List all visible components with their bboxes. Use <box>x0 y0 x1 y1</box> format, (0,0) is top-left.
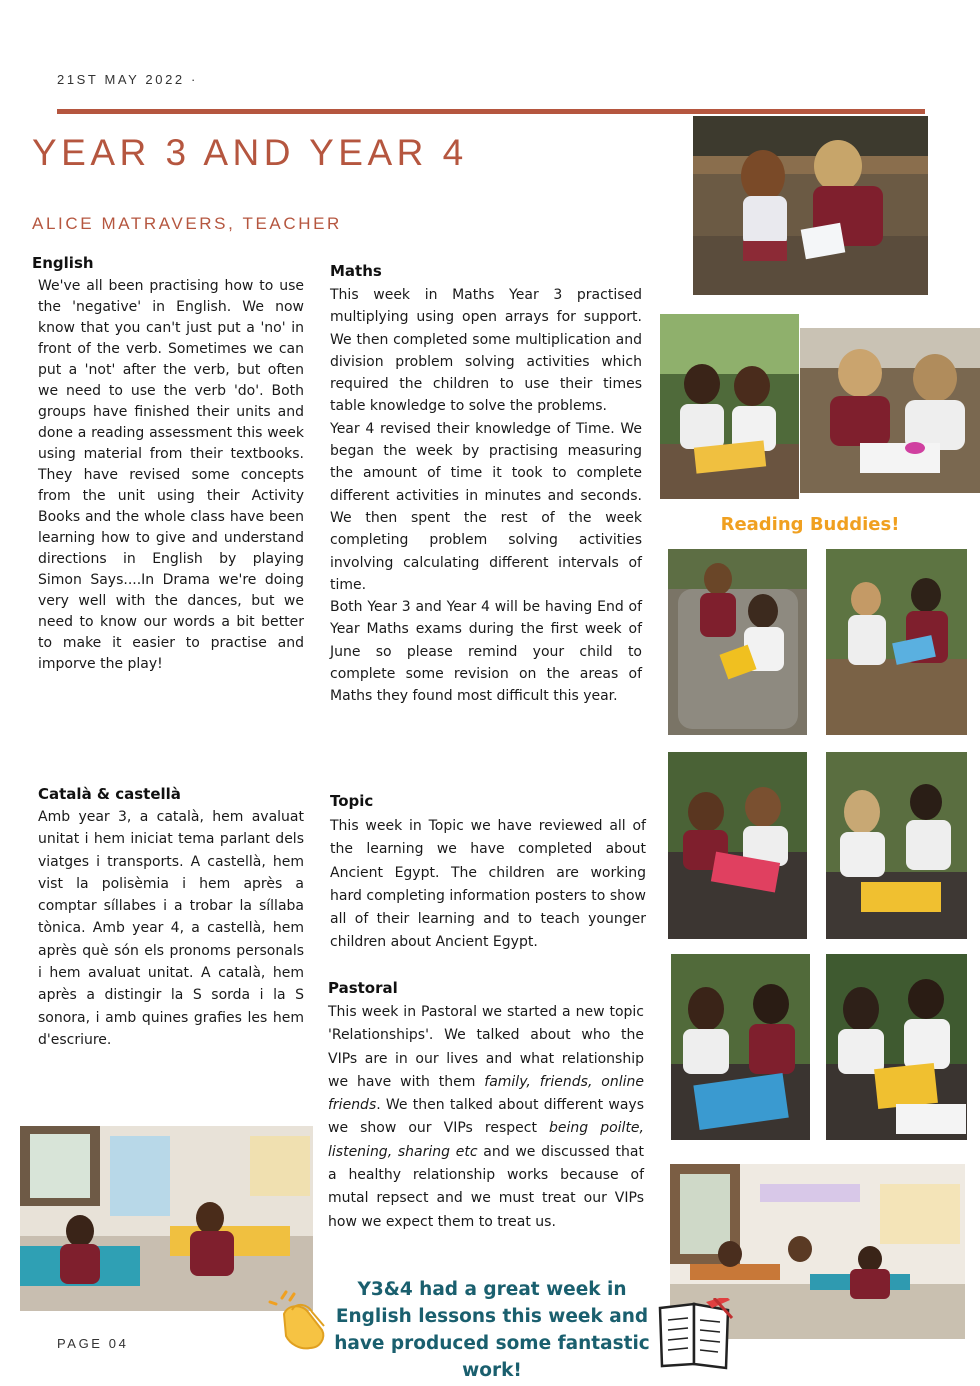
topic-text: This week in Topic we have reviewed all of the learning we have completed about Ancient Egypt. The children are working hard completing information posters to show all of their learning and to teach younger children about Ancient Egypt. <box>330 818 646 951</box>
pastoral-text-italic: family, friends, online friends <box>328 1073 644 1114</box>
photo-poster-table <box>826 954 967 1140</box>
page-number: PAGE 04 <box>57 1336 129 1351</box>
pastoral-text-part: and we discussed that a healthy relationship works because of mutal repsect and we must treat our VIPs how we expect them to treat us. <box>328 1143 644 1230</box>
photo-armchair-reading <box>668 549 807 735</box>
catala-heading: Català & castellà <box>38 785 181 803</box>
pastoral-text-part: This week in Pastoral we started a new topic 'Relationships'. We talked about who the VIPs are in our lives and what relationship we have with them <box>328 1004 644 1090</box>
catala-text: Amb year 3, a català, hem avaluat unitat i hem iniciat tema parlant dels viatges i transports. A castellà, hem vist la polisèmia i hem après a comptar síllabes i a trobar la síllaba tònica. Amb year 4, a castellà, hem après què són els pronoms personals i hem avaluat unitat. A català, hem après a distingir la S sorda i la S sonora, i amb quines grafies les hem d'escriure. <box>38 809 304 1048</box>
header-divider <box>57 109 925 114</box>
author-line: ALICE MATRAVERS, TEACHER <box>32 214 342 233</box>
maths-text <box>330 284 642 708</box>
open-book-icon <box>656 1298 734 1370</box>
photo-bench-reading <box>826 549 967 735</box>
issue-date: 21ST MAY 2022 · <box>57 72 198 87</box>
maths-paragraph: Both Year 3 and Year 4 will be having End of Year Maths exams during the first week of June so please remind your child to complete some revision on the areas of Maths they found most difficult this year. <box>330 599 642 705</box>
photo-girls-reading-table <box>800 328 980 493</box>
photo-children-reading-bench <box>693 116 928 295</box>
english-text: We've all been practising how to use the 'negative' in English. We now know that you can't just put a 'no' in front of the verb. Sometimes we can put a 'not' after the verb, but often we need to use the verb 'do'. Both groups have finished their units and done a reading assessment this week using material from their textbooks. They have revised some concepts from the unit using their Activity Books and the whole class have been learning how to give and understand directions in English by playing Simon Says....In Drama we're doing very well with the dances, but we need to know our words a bit better to make it easier to practise and imporve the play! <box>38 278 304 672</box>
photo-table-book-boys <box>826 752 967 939</box>
page-title: YEAR 3 AND YEAR 4 <box>32 132 468 173</box>
maths-heading: Maths <box>330 262 382 280</box>
topic-heading: Topic <box>330 792 374 810</box>
maths-paragraph: Year 4 revised their knowledge of Time. We began the week by practising measuring the amount of time it took to complete different activities in minutes and seconds. We then spent the rest of the week completing problem solving activities involving calculating different intervals of time. <box>330 420 642 593</box>
pastoral-heading: Pastoral <box>328 979 398 997</box>
maths-paragraph: This week in Maths Year 3 practised multiplying using open arrays for support. We then completed some multiplication and division problem solving activities which required the children to use their times table knowledge to solve the problems. <box>330 287 642 415</box>
photo-table-book-girls <box>668 752 807 939</box>
pastoral-text-italic: being poilte, listening, sharing etc <box>328 1120 644 1160</box>
highlight-callout: Y3&4 had a great week in English lessons this week and have produced some fantastic work! <box>334 1279 650 1381</box>
photo-poster-boys <box>671 954 810 1140</box>
english-heading: English <box>32 254 94 272</box>
pastoral-text <box>328 1001 644 1234</box>
photo-classroom-left <box>20 1126 313 1311</box>
reading-buddies-caption: Reading Buddies! <box>720 514 900 535</box>
pastoral-text-part: . We then talked about different ways we show our VIPs respect <box>328 1097 644 1137</box>
photo-boys-reading <box>660 314 799 499</box>
